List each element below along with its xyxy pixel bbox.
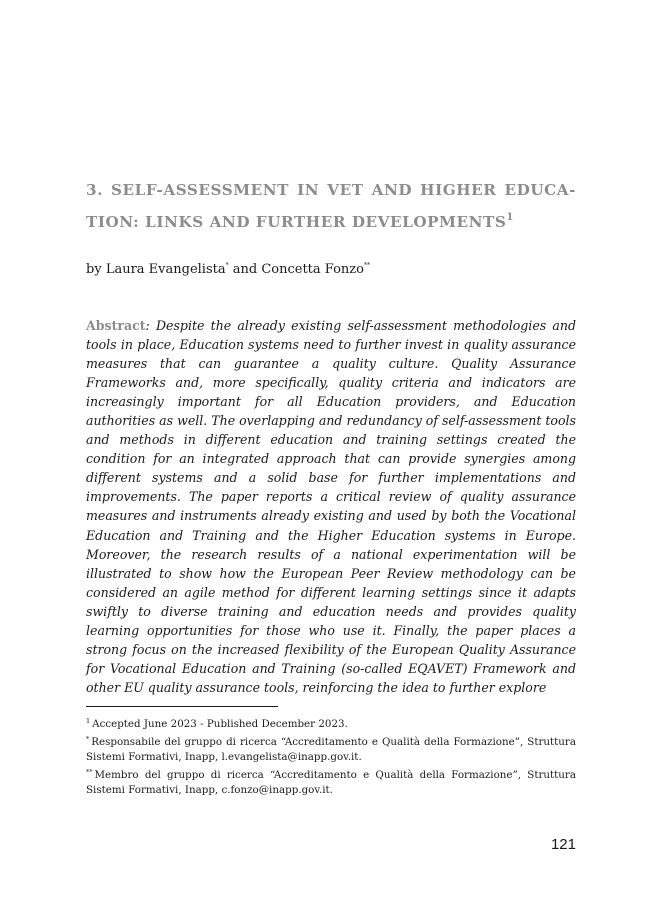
footnote-3-mark: **: [86, 768, 93, 776]
author-2-footnote-mark: **: [363, 262, 370, 269]
footnote-separator: [86, 706, 278, 707]
chapter-title: [86, 176, 576, 236]
footnotes: [86, 714, 576, 798]
author-2-name: Concetta Fonzo: [261, 262, 364, 277]
footnote-2: [86, 732, 576, 765]
footnote-1: [86, 714, 576, 732]
footnote-2-mark: *: [86, 735, 90, 743]
abstract: [86, 316, 576, 697]
byline-connector: and: [228, 262, 262, 277]
byline-prefix: by: [86, 262, 106, 277]
author-1-footnote-mark: *: [225, 262, 229, 269]
title-footnote-ref: 1: [506, 212, 514, 223]
abstract-text: : Despite the already existing self-assessment methodologies and tools in place, Education systems need to further invest in quality assurance measures that can guarantee a quality culture. Quality Assurance Frameworks and, more specifically, quality criteria and indicators are increasingly important for all Education providers, and Education authorities as well. The overlapping and redundancy of self-assessment tools and methods in different education and training settings created the condition for an integrated approach that can provide synergies among different systems and a solid base for further implementations and improvements. The paper reports a critical review of quality assurance measures and instruments already existing and used by both the Vocational Education and Training and the Higher Education systems in Europe. Moreover, the research results of a national experimentation will be illustrated to show how the European Peer Review methodology can be considered an agile method for different learning settings since it adapts swiftly to diverse training and education needs and provides quality learning opportunities for those who use it. Finally, the paper places a strong focus on the increased flexibility of the European Quality Assurance for Vocational Education and Training (so-called EQAVET) Framework and other EU quality assurance tools, reinforcing the idea to further explore: [86, 318, 576, 695]
chapter-title-line-2-text: TION: LINKS AND FURTHER DEVELOPMENTS: [86, 213, 507, 231]
author-byline: [86, 256, 370, 280]
author-1-name: Laura Evangelista: [105, 262, 226, 277]
footnote-1-mark: 1: [86, 717, 91, 725]
chapter-title-line-1: 3. SELF-ASSESSMENT IN VET AND HIGHER EDUCA-: [86, 181, 576, 199]
footnote-3-text: Membro del gruppo di ricerca “Accreditamento e Qualità della Formazione”, Struttura Sistemi Formativi, Inapp, c.fonzo@inapp.gov.it.: [86, 769, 576, 796]
page-number: 121: [550, 836, 576, 853]
abstract-label: Abstract: [86, 318, 146, 333]
footnote-2-text: Responsabile del gruppo di ricerca “Accreditamento e Qualità della Formazione”, Struttura Sistemi Formativi, Inapp, l.evangelista@inapp.gov.it.: [86, 736, 576, 763]
footnote-1-text: Accepted June 2023 - Published December 2023.: [92, 718, 348, 730]
chapter-title-line-2: [86, 204, 576, 236]
footnote-3: [86, 765, 576, 798]
